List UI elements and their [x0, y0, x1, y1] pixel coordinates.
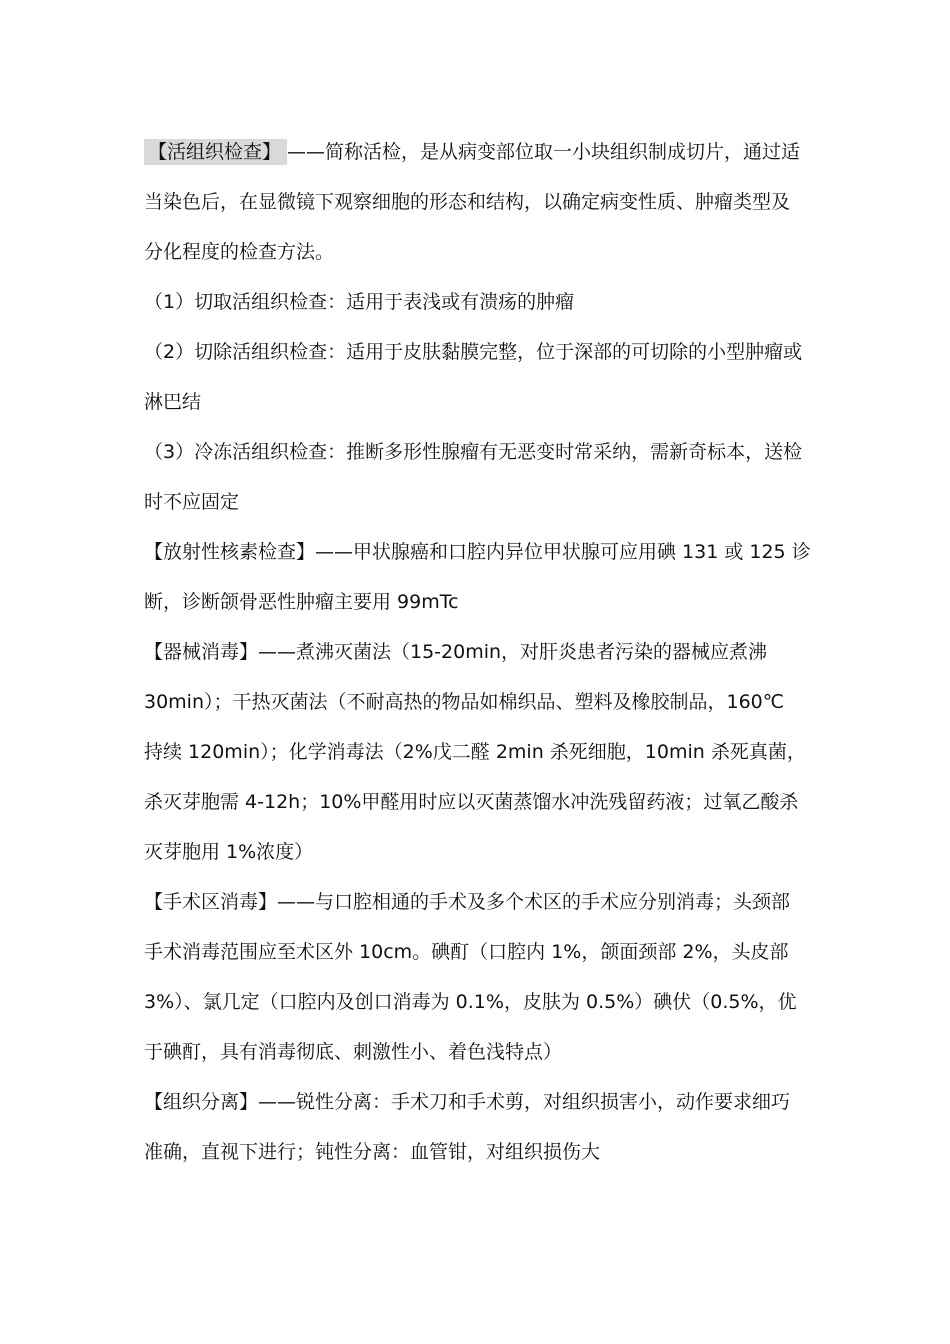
text-line-11: 【器械消毒】——煮沸灭菌法（15-20min，对肝炎患者污染的器械应煮沸	[144, 641, 768, 663]
text-line-3: 分化程度的检查方法。	[144, 241, 335, 263]
text-line-9: 【放射性核素检查】——甲状腺癌和口腔内异位甲状腺可应用碘 131 或 125 诊	[144, 541, 811, 563]
text-line-17: 手术消毒范围应至术区外 10cm。碘酊（口腔内 1%，颌面颈部 2%，头皮部	[144, 941, 789, 963]
text-line-12: 30min）；干热灭菌法（不耐高热的物品如棉织品、塑料及橡胶制品，160℃	[144, 691, 785, 713]
text-line-6: 淋巴结	[144, 391, 202, 413]
text-line-5: （2）切除活组织检查：适用于皮肤黏膜完整，位于深部的可切除的小型肿瘤或	[144, 341, 803, 363]
text-line-19: 于碘酊，具有消毒彻底、刺激性小、着色浅特点）	[144, 1041, 563, 1063]
text-line-1	[144, 127, 816, 177]
text-line-1-rest: ——简称活检，是从病变部位取一小块组织制成切片，通过适	[287, 141, 801, 163]
text-line-15: 灭芽胞用 1%浓度）	[144, 841, 314, 863]
document-body	[144, 127, 816, 1177]
text-line-20: 【组织分离】——锐性分离：手术刀和手术剪，对组织损害小，动作要求细巧	[144, 1091, 791, 1113]
text-line-4: （1）切取活组织检查：适用于表浅或有溃疡的肿瘤	[144, 291, 575, 313]
highlighted-term: 【活组织检查】	[144, 139, 287, 165]
text-line-21: 准确，直视下进行；钝性分离：血管钳，对组织损伤大	[144, 1141, 601, 1163]
text-line-16: 【手术区消毒】——与口腔相通的手术及多个术区的手术应分别消毒；头颈部	[144, 891, 791, 913]
text-line-14: 杀灭芽胞需 4-12h；10%甲醛用时应以灭菌蒸馏水冲洗残留药液；过氧乙酸杀	[144, 791, 799, 813]
text-line-2: 当染色后，在显微镜下观察细胞的形态和结构，以确定病变性质、肿瘤类型及	[144, 191, 791, 213]
text-line-13: 持续 120min）；化学消毒法（2%戊二醛 2min 杀死细胞，10min 杀死真菌，	[144, 741, 806, 763]
text-line-8: 时不应固定	[144, 491, 240, 513]
text-line-7: （3）冷冻活组织检查：推断多形性腺瘤有无恶变时常采纳，需新奇标本，送检	[144, 441, 803, 463]
text-line-18: 3%）、氯几定（口腔内及创口消毒为 0.1%，皮肤为 0.5%）碘伏（0.5%，优	[144, 991, 797, 1013]
text-line-10: 断，诊断颌骨恶性肿瘤主要用 99mTc	[144, 591, 459, 613]
